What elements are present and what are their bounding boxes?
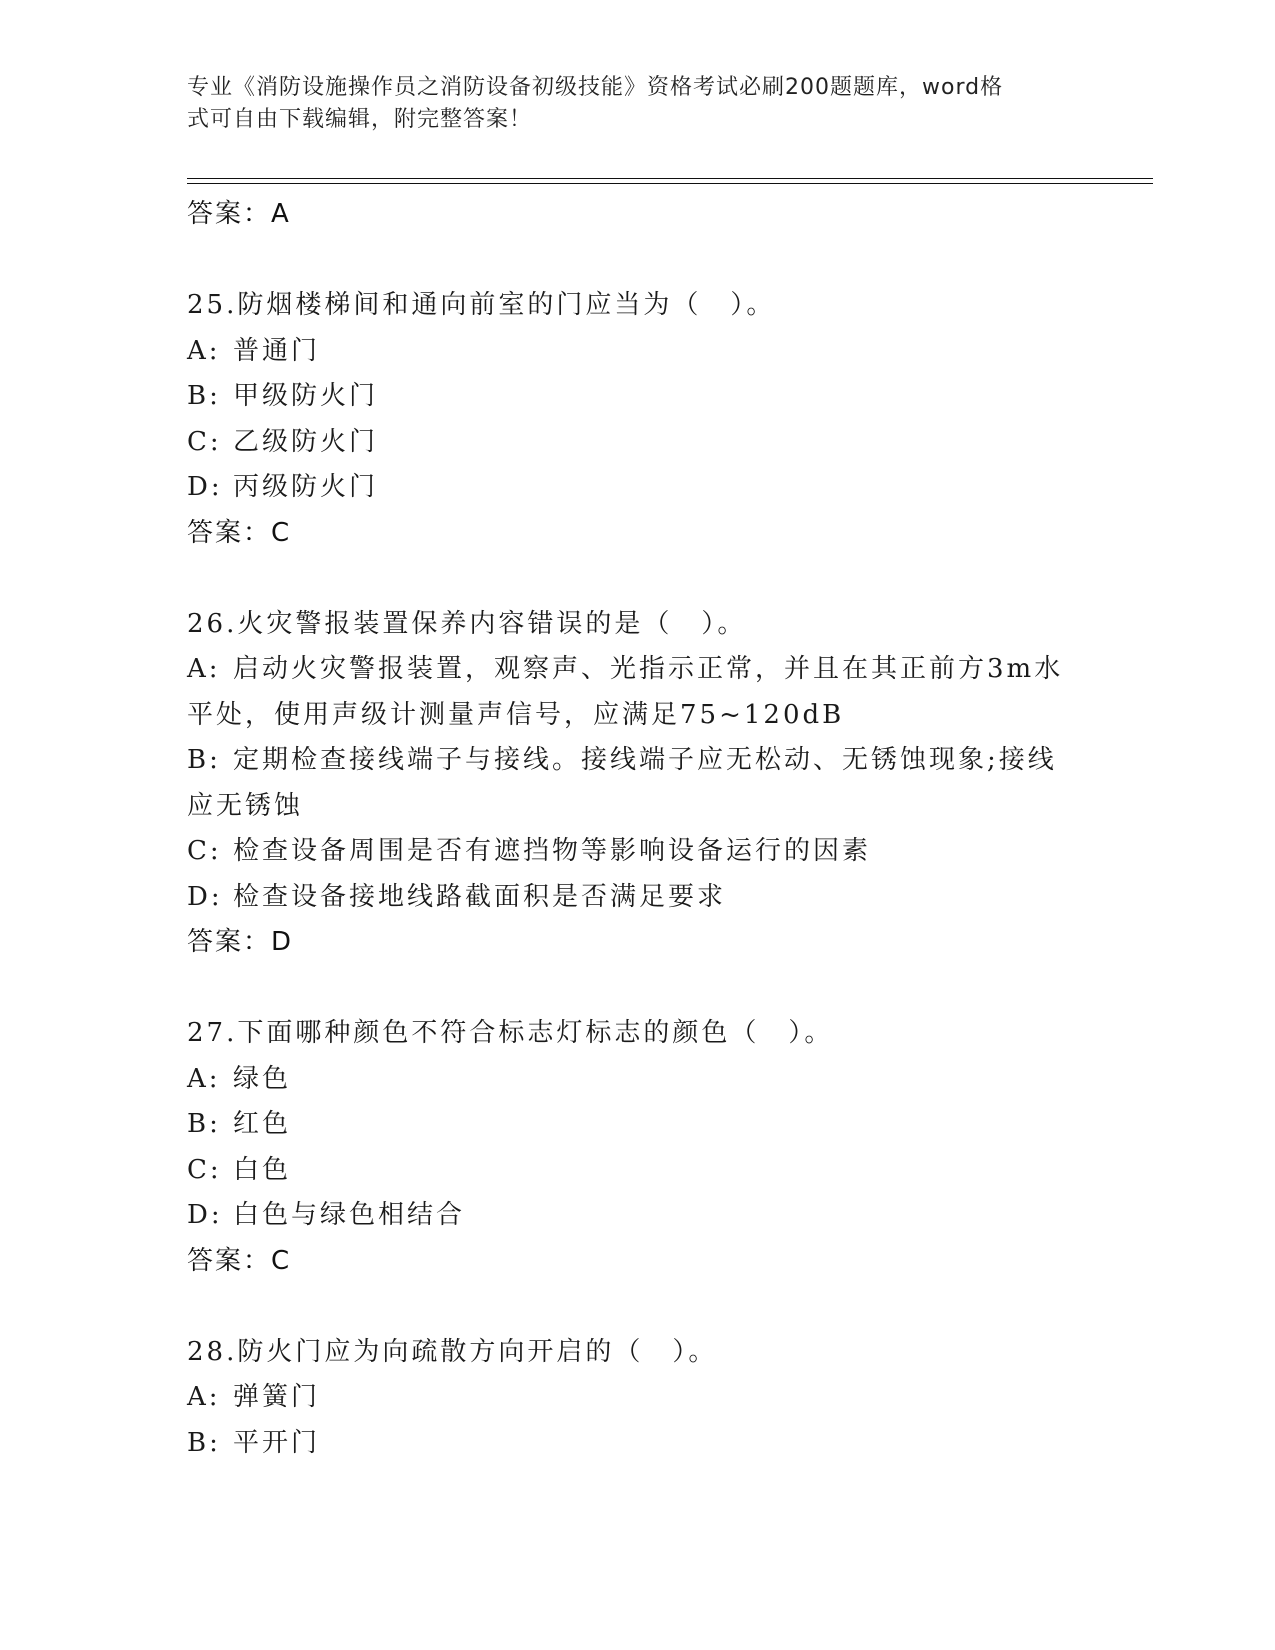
option-a: A: 启动火灾警报装置，观察声、光指示正常，并且在其正前方3m水 bbox=[187, 654, 1064, 684]
option-a: A: 普通门 bbox=[187, 335, 321, 366]
option-a: A: 绿色 bbox=[187, 1063, 292, 1094]
spacer bbox=[187, 966, 1087, 1012]
question-28 bbox=[187, 1330, 1087, 1467]
question-27 bbox=[187, 1011, 1087, 1284]
previous-answer: 答案：A bbox=[187, 199, 291, 229]
answer-line: 答案：D bbox=[187, 927, 294, 957]
option-d: D: 白色与绿色相结合 bbox=[187, 1200, 466, 1230]
answer-line: 答案：C bbox=[187, 1245, 292, 1276]
option-d: D: 检查设备接地线路截面积是否满足要求 bbox=[187, 881, 727, 912]
option-c: C: 检查设备周围是否有遮挡物等影响设备运行的因素 bbox=[187, 836, 872, 866]
spacer bbox=[187, 556, 1087, 602]
option-b: B: 定期检查接线端子与接线。接线端子应无松动、无锈蚀现象;接线 bbox=[187, 745, 1057, 775]
question-stem: 27.下面哪种颜色不符合标志灯标志的颜色（ ）。 bbox=[187, 1018, 834, 1048]
header-line-2: 式可自由下载编辑，附完整答案！ bbox=[187, 107, 533, 132]
answer-line: 答案：C bbox=[187, 517, 292, 548]
question-26 bbox=[187, 602, 1087, 966]
header-divider-bottom bbox=[187, 183, 1153, 184]
option-c: C: 白色 bbox=[187, 1154, 292, 1185]
spacer bbox=[187, 238, 1087, 284]
question-list bbox=[187, 192, 1087, 1466]
spacer bbox=[187, 1284, 1087, 1330]
option-c: C: 乙级防火门 bbox=[187, 426, 379, 457]
option-a: A: 弹簧门 bbox=[187, 1382, 321, 1412]
question-stem: 25.防烟楼梯间和通向前室的门应当为（ ）。 bbox=[187, 290, 776, 320]
option-d: D: 丙级防火门 bbox=[187, 472, 379, 502]
option-b: B: 甲级防火门 bbox=[187, 381, 379, 411]
question-25 bbox=[187, 283, 1087, 556]
question-stem: 28.防火门应为向疏散方向开启的（ ）。 bbox=[187, 1336, 718, 1367]
page-header bbox=[187, 72, 1067, 136]
header-line-1: 专业《消防设施操作员之消防设备初级技能》资格考试必刷200题题库，word格 bbox=[187, 75, 1004, 100]
option-a-continued: 平处，使用声级计测量声信号，应满足75~120dB bbox=[187, 699, 845, 730]
option-b-continued: 应无锈蚀 bbox=[187, 790, 304, 821]
header-divider-top bbox=[187, 178, 1153, 179]
option-b: B: 平开门 bbox=[187, 1427, 321, 1458]
question-stem: 26.火灾警报装置保养内容错误的是（ ）。 bbox=[187, 608, 747, 639]
option-b: B: 红色 bbox=[187, 1109, 292, 1139]
